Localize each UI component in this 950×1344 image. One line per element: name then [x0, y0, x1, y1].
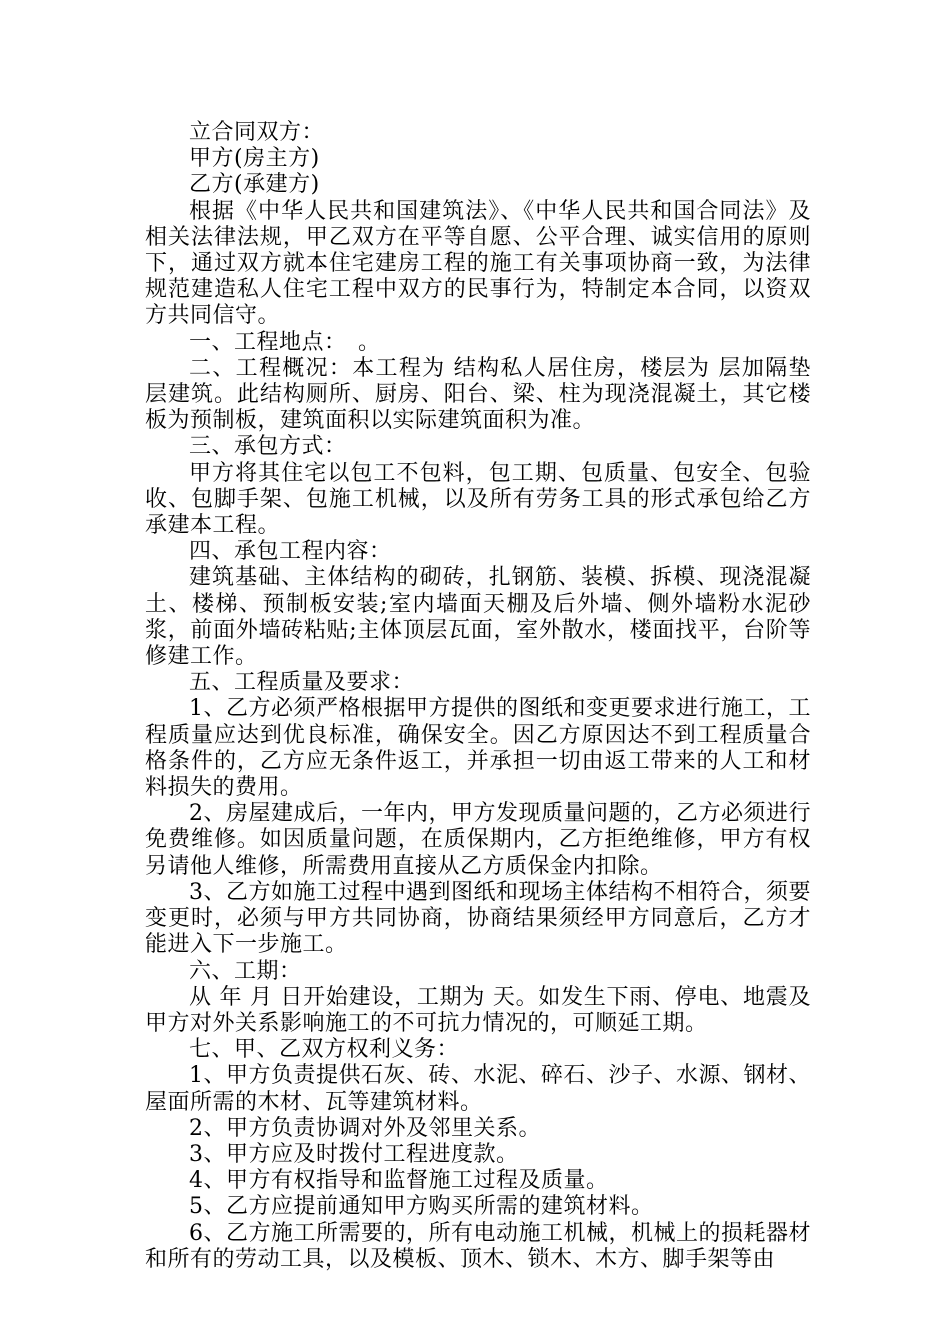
- section-5-item-1: 1、乙方必须严格根据甲方提供的图纸和变更要求进行施工，工程质量应达到优良标准，确保安全。因乙方原因达不到工程质量合格条件的，乙方应无条件返工，并承担一切由返工带来的人工和材料损失的费用。: [145, 696, 811, 801]
- section-7-item-5: 5、乙方应提前通知甲方购买所需的建筑材料。: [189, 1194, 654, 1220]
- section-7-item-2: 2、甲方负责协调对外及邻里关系。: [189, 1115, 541, 1141]
- section-5-item-3: 3、乙方如施工过程中遇到图纸和现场主体结构不相符合，须要变更时，必须与甲方共同协商，协商结果须经甲方同意后，乙方才能进入下一步施工。: [145, 879, 811, 958]
- section-3-body: 甲方将其住宅以包工不包料，包工期、包质量、包安全、包验收、包脚手架、包施工机械，以及所有劳务工具的形式承包给乙方承建本工程。: [145, 460, 811, 539]
- section-1-location: 一、工程地点： 。: [189, 329, 381, 355]
- contract-parties-heading: 立合同双方：: [189, 120, 325, 145]
- section-5-item-2: 2、房屋建成后，一年内，甲方发现质量问题的，乙方必须进行免费维修。如因质量问题，在质保期内，乙方拒绝维修，甲方有权另请他人维修，所需费用直接从乙方质保金内扣除。: [145, 801, 811, 879]
- contract-document: [145, 120, 811, 1273]
- section-5-heading: 五、工程质量及要求：: [189, 670, 415, 696]
- party-b: 乙方(承建方): [189, 172, 320, 198]
- section-4-body: 建筑基础、主体结构的砌砖，扎钢筋、装模、拆模、现浇混凝土、楼梯、预制板安装;室内墙面天棚及后外墙、侧外墙粉水泥砂浆，前面外墙砖粘贴;主体顶层瓦面，室外散水，楼面找平，台阶等修建工作。: [145, 565, 811, 670]
- section-7-item-3: 3、甲方应及时拨付工程进度款。: [189, 1141, 519, 1167]
- section-7-item-6: 6、乙方施工所需要的，所有电动施工机械，机械上的损耗器材和所有的劳动工具，以及模板、顶木、锁木、木方、脚手架等由: [145, 1220, 811, 1272]
- section-7-item-4: 4、甲方有权指导和监督施工过程及质量。: [189, 1168, 609, 1194]
- section-3-heading: 三、承包方式：: [189, 434, 347, 460]
- section-7-heading: 七、甲、乙双方权利义务：: [189, 1037, 460, 1063]
- section-7-item-1: 1、甲方负责提供石灰、砖、水泥、碎石、沙子、水源、钢材、屋面所需的木材、瓦等建筑材料。: [145, 1063, 811, 1115]
- section-6-heading: 六、工期：: [189, 958, 302, 984]
- party-a: 甲方(房主方): [189, 146, 320, 172]
- preamble-paragraph: 根据《中华人民共和国建筑法》、《中华人民共和国合同法》及相关法律法规，甲乙双方在平等自愿、公平合理、诚实信用的原则下，通过双方就本住宅建房工程的施工有关事项协商一致，为法律规范建造私人住宅工程中双方的民事行为，特制定本合同，以资双方共同信守。: [145, 198, 811, 329]
- section-2-overview: 二、工程概况：本工程为 结构私人居住房，楼层为 层加隔垫层建筑。此结构厕所、厨房、阳台、梁、柱为现浇混凝土，其它楼板为预制板，建筑面积以实际建筑面积为准。: [145, 355, 811, 434]
- section-4-heading: 四、承包工程内容：: [189, 539, 392, 565]
- section-6-body: 从 年 月 日开始建设，工期为 天。如发生下雨、停电、地震及甲方对外关系影响施工的不可抗力情况的，可顺延工期。: [145, 984, 811, 1036]
